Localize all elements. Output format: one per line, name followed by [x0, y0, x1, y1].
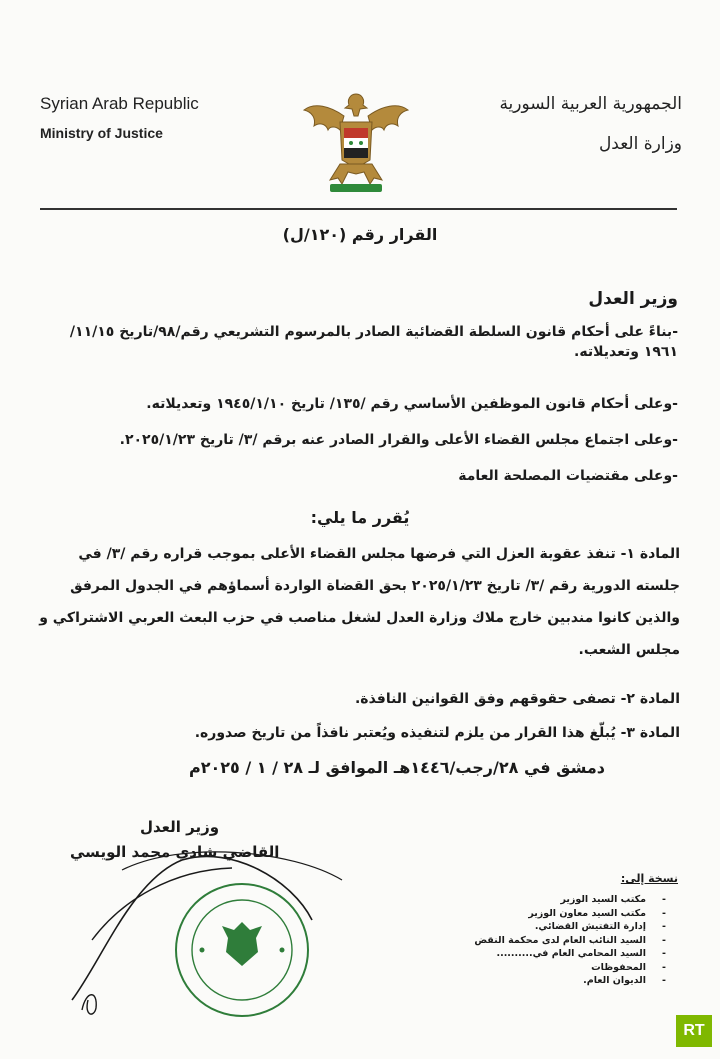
- list-item: - السيد المحامي العام في..........: [418, 947, 658, 961]
- decision-number: القرار رقم (١٢٠/ل): [282, 225, 438, 244]
- list-item: - إدارة التفتيش القضائي.: [418, 920, 658, 934]
- issuer-title: وزير العدل: [588, 289, 678, 309]
- preamble-clause-3: -وعلى اجتماع مجلس القضاء الأعلى والقرار الصادر عنه برقم /٣/ تاريخ ٢٠٢٥/١/٢٣.: [119, 432, 678, 448]
- article-1-text: تنفذ عقوبة العزل التي فرضها مجلس القضاء الأعلى بموجب قراره رقم /٣/ في جلسته الدورية رقم /٣/ تاريخ ٢٠٢٥/١/٢٣ بحق القضاة الواردة أسماؤهم في الجدول المرفق والذين كانوا مندبين خارج ملاك وزارة العدل لشغل مناصب في حزب البعث العربي الاشتراكي و مجلس الشعب.: [39, 546, 680, 658]
- decides-heading: يُقرر ما يلي:: [310, 508, 410, 527]
- article-2-label: المادة ٢-: [620, 691, 680, 707]
- article-3-label: المادة ٣-: [620, 725, 680, 741]
- list-item: - مكتب السيد الوزير: [418, 893, 658, 907]
- country-name-en: Syrian Arab Republic: [40, 94, 199, 113]
- article-1-label: المادة ١-: [620, 546, 680, 562]
- ministry-name-en: Ministry of Justice: [40, 125, 163, 141]
- list-item: - السيد النائب العام لدى محكمة النقض: [418, 934, 658, 948]
- article-3-text: يُبلّغ هذا القرار من يلزم لتنفيذه ويُعتبر نافذاً من تاريخ صدوره.: [194, 725, 616, 741]
- preamble-clause-2: -وعلى أحكام قانون الموظفين الأساسي رقم /١٣٥/ تاريخ ١٩٤٥/١/١٠ وتعديلاته.: [146, 396, 678, 412]
- signatory-title: وزير العدل: [140, 818, 220, 836]
- official-stamp-icon: [62, 840, 352, 1025]
- rt-watermark-logo: RT: [676, 1015, 712, 1047]
- article-1: [36, 538, 680, 666]
- article-2-text: تصفى حقوقهم وفق القوانين النافذة.: [354, 691, 616, 707]
- preamble-clause-4: -وعلى مقتضيات المصلحة العامة: [458, 468, 678, 484]
- copies-list: [418, 893, 658, 988]
- issue-date: دمشق في ٢٨/رجب/١٤٤٦هـ الموافق لـ ٢٨ / ١ / ٢٠٢٥م: [188, 758, 605, 777]
- syrian-eagle-emblem-icon: [300, 88, 412, 196]
- article-3: [36, 717, 680, 749]
- list-item: - مكتب السيد معاون الوزير: [418, 907, 658, 921]
- country-name-ar: الجمهورية العربية السورية: [499, 94, 682, 114]
- list-item: - الديوان العام.: [418, 974, 658, 988]
- article-2: [36, 683, 680, 715]
- ministry-name-ar: وزارة العدل: [598, 134, 682, 154]
- copies-heading: نسخة إلى:: [620, 872, 678, 885]
- signatory-name: القاضي شادي محمد الويسي: [70, 843, 280, 861]
- list-item: - المحفوظات: [418, 961, 658, 975]
- preamble-clause-1: -بناءً على أحكام قانون السلطة القضائية الصادر بالمرسوم التشريعي رقم/٩٨/تاريخ ١١/١٥/ ١٩٦١ وتعديلاته.: [69, 324, 678, 360]
- header-divider: [40, 208, 677, 210]
